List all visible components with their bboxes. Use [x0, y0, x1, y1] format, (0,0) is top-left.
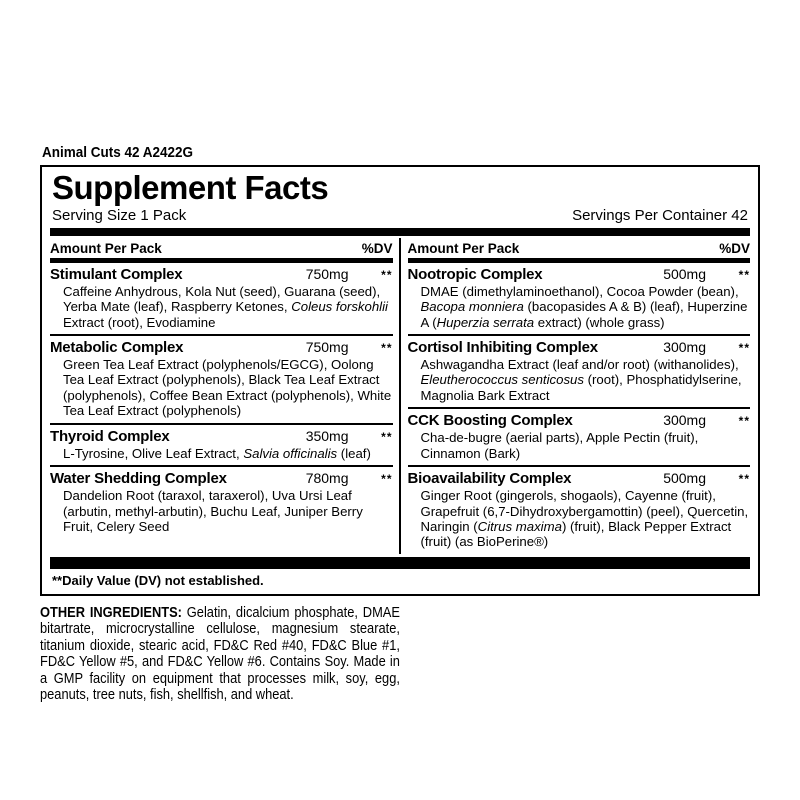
dv-footnote: **Daily Value (DV) not established. — [52, 572, 264, 588]
section-header-row — [408, 266, 751, 283]
complex-name: Cortisol Inhibiting Complex — [407, 338, 598, 356]
section-metabolic-complex — [50, 334, 393, 423]
complex-ingredients: Caffeine Anhydrous, Kola Nut (seed), Guarana (seed), Yerba Mate (leaf), Raspberry Ketones, Coleus forskohlii Extract (root), Evodiamine — [63, 283, 388, 330]
complex-name: Stimulant Complex — [50, 265, 183, 283]
supplement-facts-panel — [40, 165, 760, 596]
section-cortisol-inhibiting-complex — [408, 334, 751, 407]
complex-amount: 780mg — [305, 470, 349, 487]
section-water-shedding-complex — [50, 465, 393, 538]
complex-dv: ** — [381, 472, 393, 487]
complex-dv: ** — [738, 267, 750, 282]
section-stimulant-complex — [50, 263, 393, 334]
thick-divider-bottom — [50, 557, 750, 569]
serving-info-row — [52, 207, 748, 225]
column-right — [399, 238, 751, 554]
complex-name: Thyroid Complex — [50, 427, 170, 445]
product-code: Animal Cuts 42 A2422G — [42, 144, 194, 161]
complex-dv: ** — [381, 267, 393, 282]
other-ingredients-paragraph — [40, 605, 400, 704]
dv-header: %DV — [361, 240, 393, 256]
section-bioavailability-complex — [408, 465, 751, 554]
section-nootropic-complex — [408, 263, 751, 334]
amount-per-pack-header: Amount Per Pack — [50, 240, 162, 256]
panel-title: Supplement Facts — [52, 169, 329, 206]
complex-name: Bioavailability Complex — [407, 470, 572, 488]
complex-ingredients: Dandelion Root (taraxol, taraxerol), Uva Ursi Leaf (arbutin, methyl-arbutin), Buchu Leaf, Juniper Berry Fruit, Celery Seed — [63, 488, 363, 535]
complex-dv: ** — [738, 472, 750, 487]
amount-per-pack-header: Amount Per Pack — [407, 240, 520, 256]
column-header-right — [408, 238, 751, 263]
section-header-row — [408, 412, 751, 429]
complex-dv: ** — [381, 340, 393, 355]
section-header-row — [50, 266, 393, 283]
column-left — [50, 238, 399, 554]
other-ingredients-label: OTHER INGREDIENTS: — [40, 603, 182, 621]
complex-ingredients: Cha-de-bugre (aerial parts), Apple Pectin (fruit), Cinnamon (Bark) — [420, 430, 699, 461]
complex-ingredients: Ashwagandha Extract (leaf and/or root) (withanolides), Eleutherococcus senticosus (root), Phosphatidylserine, Magnolia Bark Extract — [420, 356, 742, 403]
complex-dv: ** — [381, 429, 393, 444]
complex-name: CCK Boosting Complex — [407, 412, 573, 430]
complex-ingredients: DMAE (dimethylaminoethanol), Cocoa Powder (bean), Bacopa monniera (bacopasides A & B) (leaf), Huperzine A (Huperzia serrata extract) (whole grass) — [420, 283, 748, 330]
serving-size: Serving Size 1 Pack — [52, 206, 187, 224]
complex-amount: 750mg — [305, 338, 349, 355]
complex-amount: 300mg — [663, 338, 706, 355]
section-header-row — [408, 470, 751, 487]
complex-ingredients: L-Tyrosine, Olive Leaf Extract, Salvia officinalis (leaf) — [63, 445, 371, 461]
facts-columns — [50, 238, 750, 554]
complex-amount: 750mg — [305, 265, 349, 282]
section-header-row — [50, 428, 393, 445]
complex-ingredients: Green Tea Leaf Extract (polyphenols/EGCG), Oolong Tea Leaf Extract (polyphenols), Black Tea Leaf Extract (polyphenols), Coffee Bean Extract (polyphenols), White Tea Leaf Extract (polyphenols) — [63, 356, 392, 419]
complex-ingredients: Ginger Root (gingerols, shogaols), Cayenne (fruit), Grapefruit (6,7-Dihydroxybergamottin) (peel), Quercetin, Naringin (Citrus maxima) (fruit), Black Pepper Extract (fruit) (as BioPerine®) — [420, 488, 749, 550]
other-ingredients-text: Gelatin, dicalcium phosphate, DMAE bitartrate, microcrystalline cellulose, magnesium stearate, titanium dioxide, stearic acid, FD&C Red #40, FD&C Blue #1, FD&C Yellow #5, and FD&C Yellow #6. Contains Soy. Made in a GMP facility on equipment that processes milk, soy, egg, peanuts, tree nuts, fish, shellfish, and wheat. — [40, 603, 400, 704]
complex-name: Nootropic Complex — [407, 265, 543, 283]
servings-per-container: Servings Per Container 42 — [572, 206, 748, 224]
complex-name: Metabolic Complex — [50, 338, 184, 356]
dv-header: %DV — [719, 240, 750, 256]
complex-amount: 500mg — [663, 265, 706, 282]
complex-name: Water Shedding Complex — [50, 470, 227, 488]
thick-divider-top — [50, 228, 750, 236]
complex-dv: ** — [738, 340, 750, 355]
complex-amount: 300mg — [663, 412, 706, 429]
section-cck-boosting-complex — [408, 407, 751, 465]
complex-dv: ** — [738, 414, 750, 429]
section-header-row — [50, 470, 393, 487]
column-header-left — [50, 238, 393, 263]
section-header-row — [408, 339, 751, 356]
complex-amount: 350mg — [305, 427, 349, 444]
section-header-row — [50, 339, 393, 356]
complex-amount: 500mg — [663, 470, 706, 487]
section-thyroid-complex — [50, 423, 393, 465]
